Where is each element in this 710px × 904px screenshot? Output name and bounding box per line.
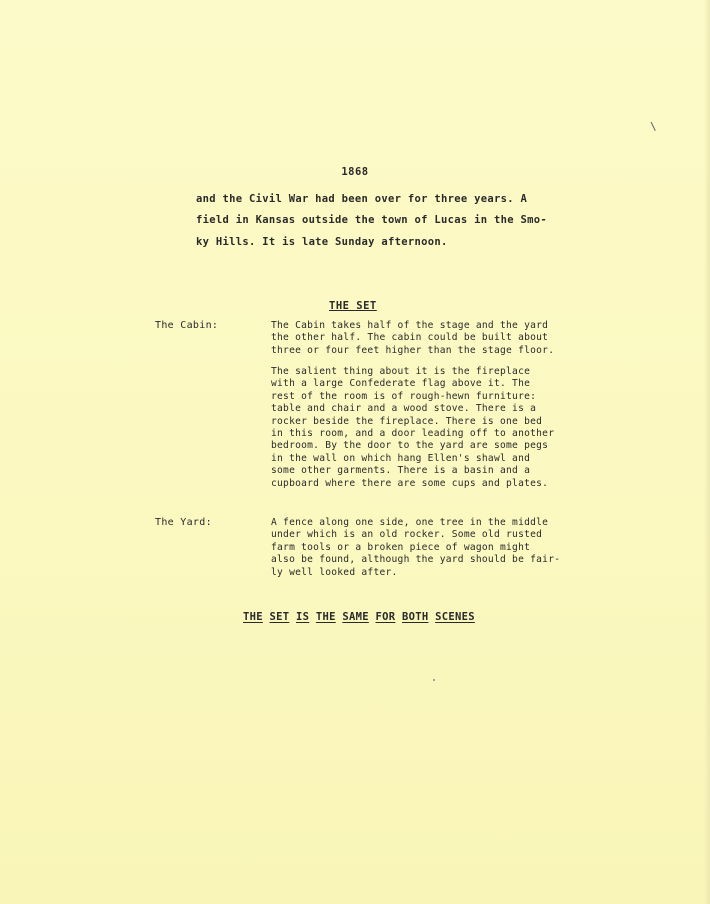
text-line: farm tools or a broken piece of wagon might — [271, 541, 531, 553]
text-line: ly well looked after. — [271, 566, 398, 578]
text-line: some other garments. There is a basin and a — [271, 465, 531, 477]
footer-word: SET — [269, 611, 290, 623]
set-heading: THE SET — [329, 300, 377, 312]
text-line: also be found, although the yard should be fair- — [271, 554, 561, 566]
text-line: A fence along one side, one tree in the middle — [271, 517, 549, 528]
footer-word: SAME — [342, 611, 369, 623]
footer-word: THE — [243, 611, 263, 623]
yard-description — [271, 517, 571, 579]
text-line: The Cabin takes half of the stage and the yard — [271, 320, 549, 331]
text-line: three or four feet higher than the stage floor. — [271, 344, 555, 356]
footer-word: IS — [296, 611, 310, 623]
intro-line-3: ky Hills. It is late Sunday afternoon. — [196, 236, 448, 248]
corner-mark: \ — [650, 120, 657, 133]
text-line: bedroom. By the door to the yard are some pegs — [271, 440, 549, 452]
text-line: cupboard where there are some cups and plates. — [271, 477, 549, 489]
text-line: under which is an old rocker. Some old rusted — [271, 529, 543, 541]
text-line: table and chair and a wood stove. There is a — [271, 403, 537, 415]
text-line: rest of the room is of rough-hewn furniture: — [271, 390, 537, 402]
cabin-description-1 — [271, 320, 571, 357]
text-line: in the wall on which hang Ellen's shawl and — [271, 452, 531, 464]
footer-word: FOR — [375, 611, 396, 623]
cabin-description-2 — [271, 366, 571, 490]
intro-line-2: field in Kansas outside the town of Lucas in the Smo- — [196, 214, 547, 226]
text-line: in this room, and a door leading off to another — [271, 428, 555, 440]
text-line: rocker beside the fireplace. There is one bed — [271, 415, 543, 427]
intro-line-1: and the Civil War had been over for three years. A — [196, 193, 528, 205]
yard-label: The Yard: — [155, 517, 212, 528]
paper-speck — [433, 679, 435, 681]
page-edge — [704, 0, 710, 904]
footer-word: THE — [315, 611, 336, 623]
year-heading: 1868 — [341, 166, 369, 178]
text-line: with a large Confederate flag above it. The — [271, 378, 531, 390]
text-line: The salient thing about it is the fireplace — [271, 366, 531, 377]
footer-note — [243, 611, 475, 623]
cabin-label: The Cabin: — [155, 320, 219, 331]
footer-word: BOTH — [402, 611, 429, 623]
footer-word: SCENES — [435, 611, 475, 623]
text-line: the other half. The cabin could be built about — [271, 332, 549, 344]
